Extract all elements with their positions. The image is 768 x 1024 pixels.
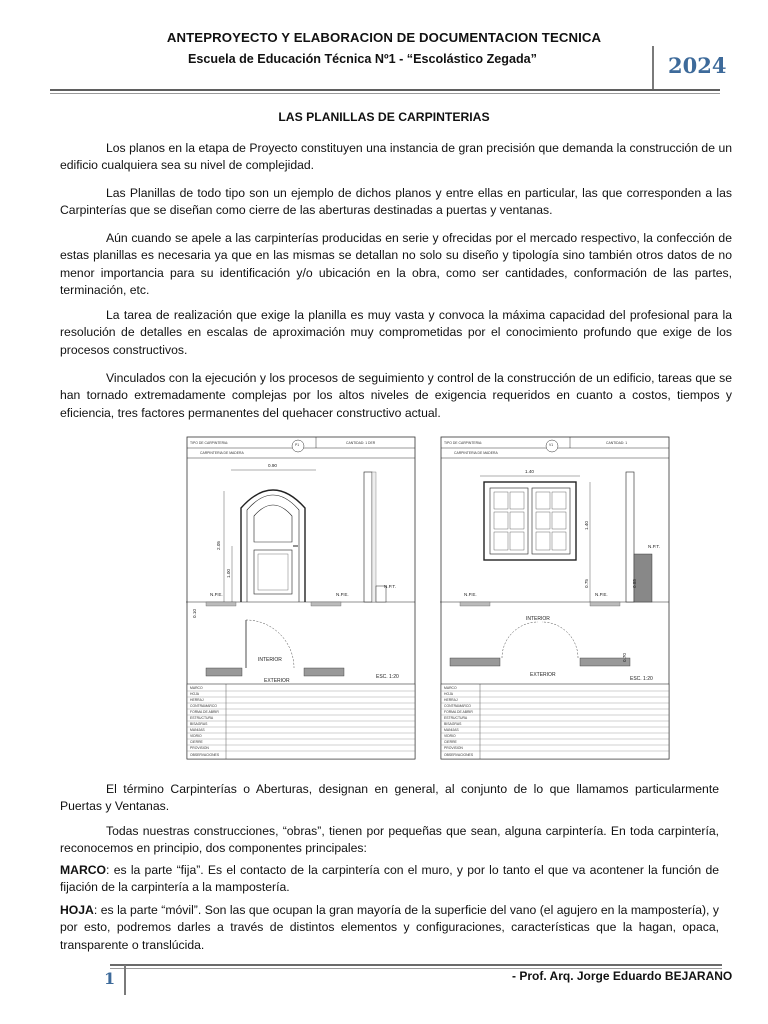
door-row-label: BISAGRAS	[190, 722, 208, 726]
marco-term: MARCO	[60, 863, 107, 877]
window-width-dim: 1.40	[525, 469, 534, 474]
window-row-label: FORMA DE ABRIR	[444, 710, 473, 714]
window-row-label: PROVISION	[444, 746, 463, 750]
header-rule-thin	[50, 93, 720, 94]
window-row-label: ESTRUCTURA	[444, 716, 468, 720]
school-name: Escuela de Educación Técnica Nº1 - “Escolástico Zegada”	[188, 52, 537, 66]
door-material: CARPINTERIA DE MADERA	[200, 451, 244, 455]
door-floor-top: N.P.T.	[384, 584, 396, 589]
door-row-label: CIERRE	[190, 740, 203, 744]
door-sill-dim: 0.10	[192, 609, 197, 618]
door-drawing-svg	[186, 436, 416, 760]
door-schedule-drawing	[186, 436, 416, 760]
door-row-label: HOJA	[190, 692, 200, 696]
door-row-label: MARCO	[190, 686, 203, 690]
paragraph-1: Los planos en la etapa de Proyecto constituyen una instancia de gran precisión que demanda la construcción de un edificio cualquiera sea su nivel de complejidad.	[60, 141, 732, 173]
window-row-label: HOJA	[444, 692, 454, 696]
door-code: P1	[295, 443, 300, 447]
paragraph-2: Las Planillas de todo tipo son un ejemplo de dichos planos y entre ellas en particular, las que corresponden a las Carpinterías que se diseñan como cierre de las aberturas destinadas a puertas y ventanas.	[60, 186, 732, 218]
window-sill-dim: 0.75	[584, 579, 589, 588]
footer-divider	[124, 965, 126, 995]
window-row-label: VIDRIO	[444, 734, 456, 738]
footer-author: - Prof. Arq. Jorge Eduardo BEJARANO	[512, 969, 733, 983]
door-floor-left: N.P.E.	[210, 592, 223, 597]
window-schedule-drawing	[440, 436, 670, 760]
window-quantity: CANTIDAD: 1	[606, 441, 628, 445]
door-row-label: FORMA DE ABRIR	[190, 710, 219, 714]
paragraph-marco	[60, 862, 719, 897]
window-interior-label: INTERIOR	[526, 616, 550, 622]
window-row-label: BISAGRAS	[444, 722, 462, 726]
door-row-label: MANIJAS	[190, 728, 205, 732]
door-row-label: OBSERVACIONES	[190, 753, 220, 757]
window-plan-dim: 0.70	[622, 653, 627, 662]
window-exterior-label: EXTERIOR	[530, 672, 556, 678]
window-wall-dim: 0.85	[632, 579, 637, 588]
header-year: 2024	[668, 53, 727, 78]
door-row-label: CONTRAMARCO	[190, 704, 217, 708]
door-scale: ESC. 1:20	[376, 674, 399, 680]
window-floor-right: N.P.E.	[595, 592, 608, 597]
header-divider	[652, 46, 654, 90]
page-number: 1	[104, 969, 116, 988]
door-lower-dim: 1.00	[226, 569, 231, 578]
window-height-dim: 1.40	[584, 521, 589, 530]
window-material: CARPINTERIA DE MADERA	[454, 451, 498, 455]
document-header-title: ANTEPROYECTO Y ELABORACION DE DOCUMENTACION TECNICA	[166, 30, 602, 45]
window-row-label: CONTRAMARCO	[444, 704, 471, 708]
footer-rule	[110, 964, 722, 966]
door-exterior-label: EXTERIOR	[264, 678, 290, 684]
header-rule	[50, 89, 720, 91]
section-title: LAS PLANILLAS DE CARPINTERIAS	[278, 110, 490, 124]
door-row-label: PROVISION	[190, 746, 209, 750]
door-type-label: TIPO DE CARPINTERIA:	[190, 441, 229, 445]
window-row-label: MARCO	[444, 686, 457, 690]
door-row-label: HERRAJ	[190, 698, 204, 702]
window-floor-left: N.P.E.	[464, 592, 477, 597]
door-height-dim: 2.05	[216, 541, 221, 550]
door-width-dim: 0.90	[268, 463, 277, 468]
window-scale: ESC. 1:20	[630, 676, 653, 682]
door-interior-label: INTERIOR	[258, 657, 282, 663]
window-row-label: MANIJAS	[444, 728, 459, 732]
window-type-label: TIPO DE CARPINTERIA:	[444, 441, 483, 445]
paragraph-3: Aún cuando se apele a las carpinterías producidas en serie y ofrecidas por el mercado respectivo, la confección de estas planillas es necesaria ya que en las mismas se detallan no solo su diseño y tipología sino también otros datos de no menor importancia para su identificación y/o ubicación en la obra, como ser cantidades, conformación de las partes, terminación, etc.	[60, 231, 732, 298]
window-drawing-svg	[440, 436, 670, 760]
paragraph-hoja	[60, 902, 719, 954]
door-row-label: VIDRIO	[190, 734, 202, 738]
window-row-label: CIERRE	[444, 740, 457, 744]
door-floor-right: N.P.E.	[336, 592, 349, 597]
door-quantity: CANTIDAD: 1 DER	[346, 441, 376, 445]
paragraph-5: Vinculados con la ejecución y los procesos de seguimiento y control de la construcción de un edificio, tareas que se han tornado extremadamente complejas por los altos niveles de exigencia requeridos en cuanto a costos, tiempos y eficiencia, tres factores permanentes del quehacer constructivo actual.	[60, 371, 732, 420]
window-row-label: OBSERVACIONES	[444, 753, 474, 757]
window-code: V1	[549, 443, 554, 447]
window-floor-top: N.P.T.	[648, 544, 660, 549]
paragraph-carpinterias: El término Carpinterías o Aberturas, designan en general, al conjunto de lo que llamamos particularmente Puertas y Ventanas.	[60, 782, 719, 814]
paragraph-construcciones: Todas nuestras construcciones, “obras”, tienen por pequeñas que sean, alguna carpintería. En toda carpintería, reconocemos en principio, dos componentes principales:	[60, 824, 719, 856]
door-row-label: ESTRUCTURA	[190, 716, 214, 720]
marco-definition: : es la parte “fija”. Es el contacto de la carpintería con el muro, y por lo tanto el que va acontener la función de fijación de la carpintería a la mampostería.	[60, 863, 719, 895]
hoja-term: HOJA	[60, 903, 94, 917]
window-row-label: HERRAJ	[444, 698, 458, 702]
paragraph-4: La tarea de realización que exige la planilla es muy vasta y convoca la máxima capacidad del profesional para la resolución de detalles en escalas de aproximación muy comprometidas por el conocimiento profundo que exige de los procesos constructivos.	[60, 308, 732, 357]
hoja-definition: : es la parte “móvil”. Son las que ocupan la gran mayoría de la superficie del vano (el agujero en la mampostería), y por esto, podremos darles a través de distintos elementos y configuraciones, características que la hagan, opaca, transparente o translúcida.	[60, 903, 719, 952]
